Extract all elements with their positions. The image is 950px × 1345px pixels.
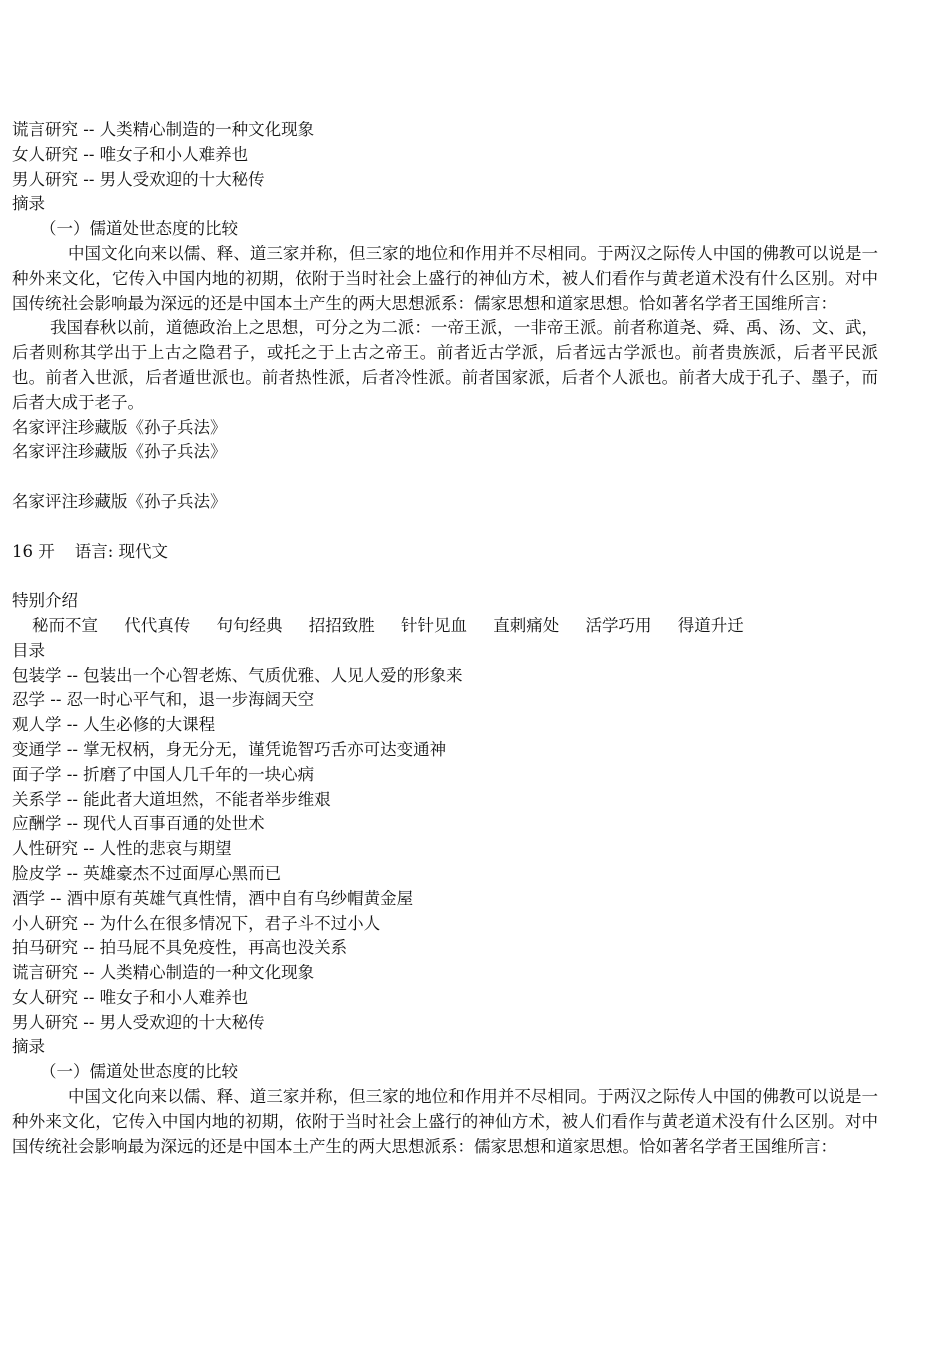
toc-item: 谎言研究 -- 人类精心制造的一种文化现象 <box>12 120 315 139</box>
spacer <box>12 515 878 540</box>
feature-item: 句句经典 <box>216 615 283 635</box>
book-format: 16 开 <box>12 541 55 561</box>
toc-item: 男人研究 -- 男人受欢迎的十大秘传 <box>12 1012 265 1032</box>
feature-item: 直刺痛处 <box>493 615 560 635</box>
feature-item: 秘而不宣 <box>32 615 98 635</box>
toc-item: 忍学 -- 忍一时心平气和，退一步海阔天空 <box>12 690 315 710</box>
toc-item: 面子学 -- 折磨了中国人几千年的一块心病 <box>12 764 315 784</box>
toc-item: 关系学 -- 能此者大道坦然，不能者举步维艰 <box>12 789 331 809</box>
feature-item: 招招致胜 <box>308 615 375 635</box>
toc-item: 男人研究 -- 男人受欢迎的十大秘传 <box>12 169 265 189</box>
feature-item: 得道升迁 <box>677 615 744 635</box>
feature-list <box>12 614 878 639</box>
book-title: 名家评注珍藏版《孙子兵法》 <box>12 491 227 511</box>
intro-label: 特别介绍 <box>12 591 78 611</box>
toc-item: 应酬学 -- 现代人百事百通的处世术 <box>12 814 265 834</box>
book-meta <box>12 540 878 565</box>
excerpt-label: 摘录 <box>12 194 45 214</box>
toc-item: 人性研究 -- 人性的悲哀与期望 <box>12 839 232 859</box>
toc-item: 拍马研究 -- 拍马屁不具免疫性，再高也没关系 <box>12 938 348 958</box>
book-title: 名家评注珍藏版《孙子兵法》 <box>12 442 227 462</box>
toc-item: 女人研究 -- 唯女子和小人难养也 <box>12 144 249 164</box>
feature-item: 代代真传 <box>124 615 191 635</box>
toc-item: 脸皮学 -- 英雄豪杰不过面厚心黑而已 <box>12 863 282 883</box>
toc-label: 目录 <box>12 640 45 660</box>
toc-item: 观人学 -- 人生必修的大课程 <box>12 715 216 735</box>
spacer <box>12 465 878 490</box>
toc-item: 酒学 -- 酒中原有英雄气真性情，酒中自有乌纱帽黄金屋 <box>12 888 414 908</box>
book-title: 名家评注珍藏版《孙子兵法》 <box>12 417 227 437</box>
toc-item: 小人研究 -- 为什么在很多情况下，君子斗不过小人 <box>12 913 381 933</box>
toc-item: 包装学 -- 包装出一个心智老炼、气质优雅、人见人爱的形象来 <box>12 665 463 685</box>
spacer <box>12 564 878 589</box>
document-body <box>12 118 878 1159</box>
book-language: 语言: 现代文 <box>74 541 169 561</box>
toc-item: 变通学 -- 掌无权柄，身无分无，谨凭诡智巧舌亦可达变通神 <box>12 739 447 759</box>
body-paragraph: 中国文化向来以儒、释、道三家并称，但三家的地位和作用并不尽相同。于两汉之际传人中国的佛教可以说是一种外来文化，它传入中国内地的初期，依附于当时社会上盛行的神仙方术，被人们看作与黄老道术没有什么区别。对中国传统社会影响最为深远的还是中国本土产生的两大思想派系：儒家思想和道家思想。恰如著名学者王国维所言： <box>12 243 878 313</box>
quote-paragraph: 我国春秋以前，道德政治上之思想，可分之为二派：一帝王派，一非帝王派。前者称道尧、舜、禹、汤、文、武，后者则称其学出于上古之隐君子，或托之于上古之帝王。前者近古学派，后者远古学派也。前者贵族派，后者平民派也。前者入世派，后者遁世派也。前者热性派，后者冷性派。前者国家派，后者个人派也。前者大成于孔子、墨子，而后者大成于老子。 <box>12 318 878 412</box>
section-title: （一）儒道处世态度的比较 <box>40 1062 238 1082</box>
body-paragraph: 中国文化向来以儒、释、道三家并称，但三家的地位和作用并不尽相同。于两汉之际传人中国的佛教可以说是一种外来文化，它传入中国内地的初期，依附于当时社会上盛行的神仙方术，被人们看作与黄老道术没有什么区别。对中国传统社会影响最为深远的还是中国本土产生的两大思想派系：儒家思想和道家思想。恰如著名学者王国维所言： <box>12 1087 878 1156</box>
toc-item: 谎言研究 -- 人类精心制造的一种文化现象 <box>12 963 315 983</box>
feature-item: 活学巧用 <box>585 615 652 635</box>
toc-item: 女人研究 -- 唯女子和小人难养也 <box>12 987 249 1007</box>
section-title: （一）儒道处世态度的比较 <box>40 219 238 239</box>
feature-item: 针针见血 <box>401 615 467 635</box>
excerpt-label: 摘录 <box>12 1037 45 1057</box>
